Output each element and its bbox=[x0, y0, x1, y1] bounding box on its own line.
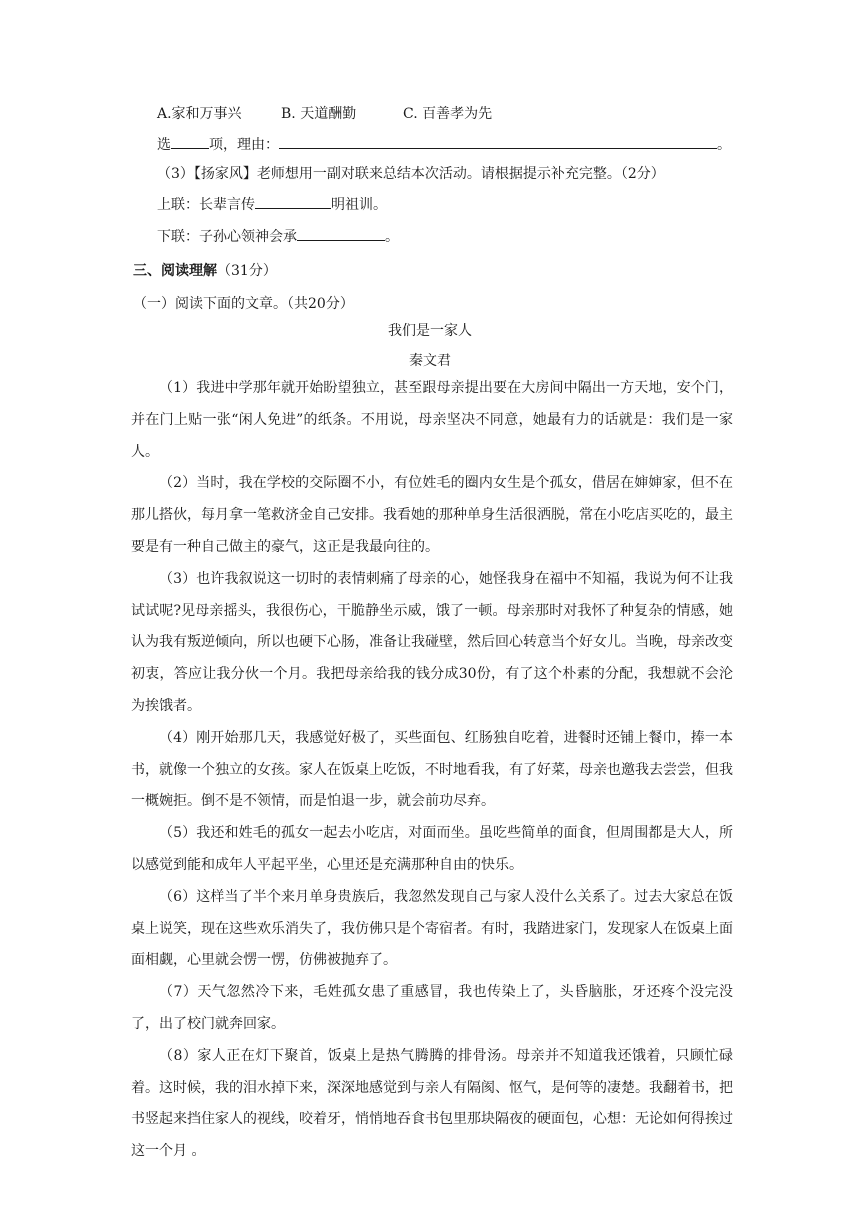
couplet-upper-suffix: 明祖训。 bbox=[331, 197, 387, 213]
paragraph-6: （6）这样当了半个来月单身贵族后，我忽然发现自己与家人没什么关系了。过去大家总在饭桌上说笑，现在这些欢乐消失了，我仿佛只是个寄宿者。有时，我踏进家门，发现家人在饭桌上面面相觑，心里就会愣一愣，仿佛被抛弃了。 bbox=[131, 888, 733, 969]
subsection-heading: （一）阅读下面的文章。（共20分） bbox=[133, 296, 354, 312]
section-title: 三、阅读理解 bbox=[133, 263, 217, 279]
question-3: （3）【扬家风】老师想用一副对联来总结本次活动。请根据提示补充完整。（2分） bbox=[157, 166, 665, 182]
reason-blank[interactable] bbox=[279, 134, 717, 149]
couplet-upper-blank[interactable] bbox=[255, 194, 331, 209]
paragraph-3: （3）也许我叙说这一切时的表情刺痛了母亲的心，她怪我身在福中不知福，我说为何不让我试试呢?见母亲摇头，我很伤心，干脆静坐示威，饿了一顿。母亲那时对我怀了种复杂的情感，她认为我有叛逆倾向，所以也硬下心肠，准备让我碰壁，然后回心转意当个好女儿。当晚，母亲改变初衷，答应让我分伙一个月。我把母亲给我的钱分成30份，有了这个朴素的分配，我想就不会沦为挨饿者。 bbox=[131, 570, 733, 714]
choice-blank[interactable] bbox=[171, 134, 209, 149]
option-a: A.家和万事兴 bbox=[157, 106, 242, 122]
article-author: 秦文君 bbox=[409, 353, 451, 369]
paragraph-7: （7）天气忽然冷下来，毛姓孤女患了重感冒，我也传染上了，头昏脑胀，牙还疼个没完没了，出了校门就奔回家。 bbox=[131, 984, 733, 1032]
couplet-lower bbox=[157, 226, 399, 247]
choice-line bbox=[157, 134, 731, 155]
paragraph-2: （2）当时，我在学校的交际圈不小，有位姓毛的圈内女生是个孤女，借居在婶婶家，但不在那儿搭伙，每月拿一笔救济金自己安排。我看她的那种单身生活很洒脱，常在小吃店买吃的，最主要是有一种自己做主的豪气，这正是我最向往的。 bbox=[131, 475, 733, 555]
couplet-lower-suffix: 。 bbox=[385, 229, 399, 245]
choice-end: 。 bbox=[717, 137, 731, 153]
couplet-lower-prefix: 下联：子孙心领神会承 bbox=[157, 229, 297, 245]
couplet-upper-prefix: 上联：长辈言传 bbox=[157, 197, 255, 213]
article-body bbox=[131, 373, 733, 1168]
paragraph-4: （4）刚开始那几天，我感觉好极了，买些面包、红肠独自吃着，进餐时还铺上餐巾，捧一本书，就像一个独立的女孩。家人在饭桌上吃饭，不时地看我，有了好菜，母亲也邀我去尝尝，但我一概婉拒。倒不是不领情，而是怕退一步，就会前功尽弃。 bbox=[131, 729, 733, 810]
paragraph-1: （1）我进中学那年就开始盼望独立，甚至跟母亲提出要在大房间中隔出一方天地，安个门，并在门上贴一张“闲人免进”的纸条。不用说，母亲坚决不同意，她最有力的话就是：我们是一家人。 bbox=[131, 380, 733, 460]
paragraph-8: （8）家人正在灯下聚首，饭桌上是热气腾腾的排骨汤。母亲并不知道我还饿着，只顾忙碌着。这时候，我的泪水掉下来，深深地感觉到与亲人有隔阂、怄气，是何等的凄楚。我翻着书，把书竖起来挡住家人的视线，咬着牙，悄悄地吞食书包里那块隔夜的硬面包，心想：无论如何得挨过这一个月 。 bbox=[131, 1047, 733, 1160]
paragraph-5: （5）我还和姓毛的孤女一起去小吃店，对面而坐。虽吃些简单的面食，但周围都是大人，所以感觉到能和成年人平起平坐，心里还是充满那种自由的快乐。 bbox=[131, 825, 733, 873]
couplet-upper bbox=[157, 194, 387, 215]
option-c: C. 百善孝为先 bbox=[403, 106, 493, 122]
option-b: B. 天道酬勤 bbox=[281, 106, 357, 122]
choice-middle: 项，理由： bbox=[209, 137, 279, 153]
section-heading bbox=[133, 261, 277, 281]
choice-prefix: 选 bbox=[157, 137, 171, 153]
section-score: （31分） bbox=[217, 263, 277, 279]
article-title: 我们是一家人 bbox=[388, 323, 472, 339]
couplet-lower-blank[interactable] bbox=[297, 226, 385, 241]
